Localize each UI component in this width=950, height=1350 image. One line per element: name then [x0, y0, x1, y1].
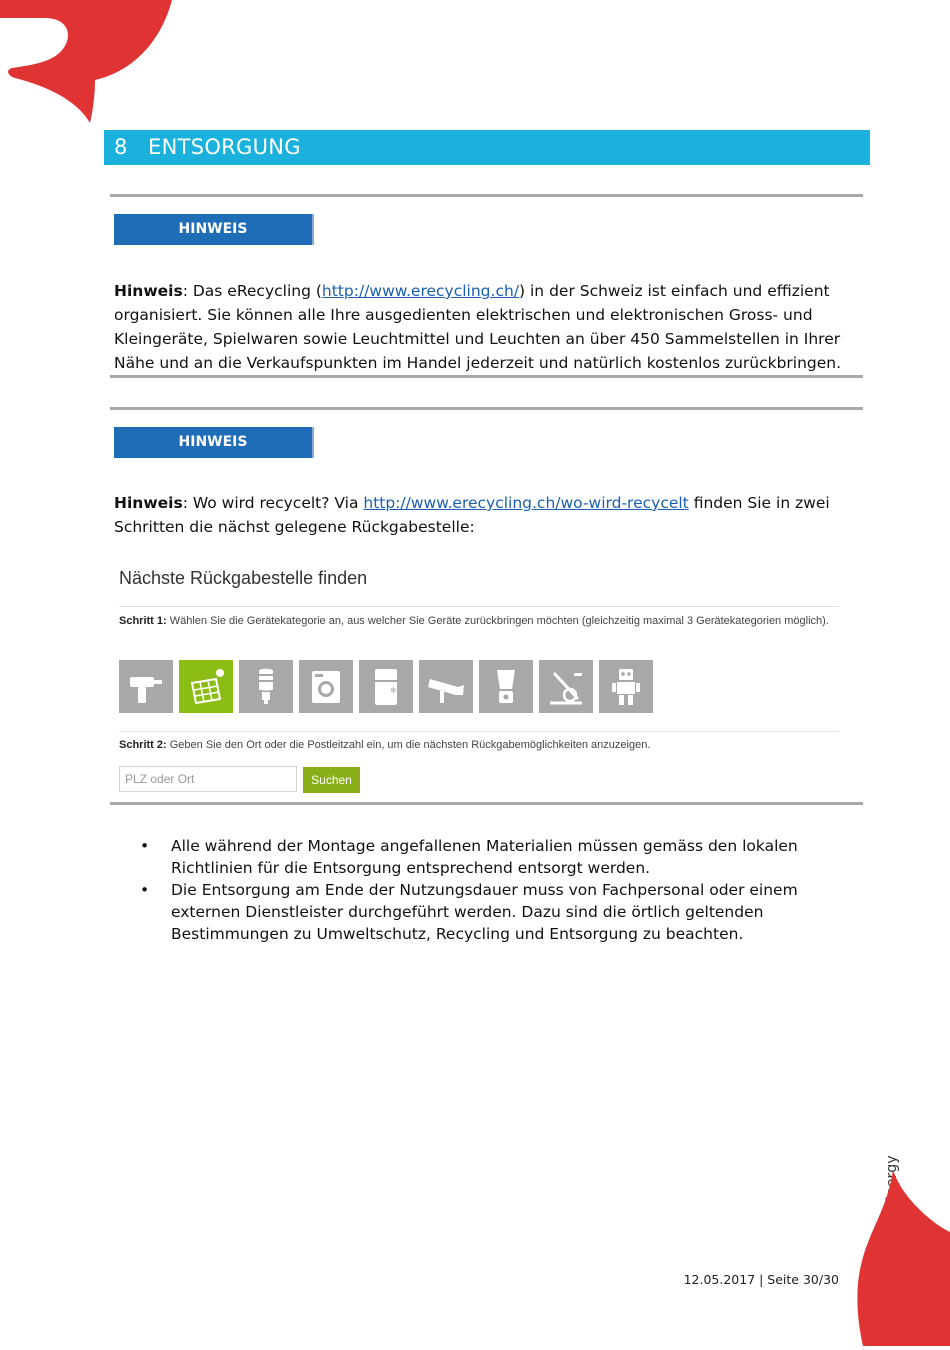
widget-title: Nächste Rückgabestelle finden	[119, 568, 368, 588]
note-label: Hinweis	[114, 494, 183, 512]
category-icons	[119, 660, 653, 713]
brand-logo-bottom	[855, 1170, 950, 1346]
solar-panel-icon	[184, 665, 228, 709]
category-washing[interactable]	[299, 660, 353, 713]
category-solar[interactable]	[179, 660, 233, 713]
widget-divider	[119, 731, 839, 732]
category-fridge[interactable]	[359, 660, 413, 713]
category-camera[interactable]	[419, 660, 473, 713]
step2-instruction: Schritt 2: Geben Sie den Ort oder die Postleitzahl ein, um die nächsten Rückgabemöglichkeiten anzuzeigen.	[119, 739, 651, 751]
note-label: Hinweis	[114, 282, 183, 300]
note-paragraph: Hinweis: Das eRecycling (http://www.erecycling.ch/) in der Schweiz ist einfach und effizient organisiert. Sie können alle Ihre ausgedienten elektrischen und elektronischen Gross- und Kleingeräte, Spielwaren sowie Leuchtmittel und Leuchten an über 450 Sammelstellen in Ihrer Nähe und an die Verkaufspunkten im Handel jederzeit und natürlich kostenlos zurückbringen.	[114, 282, 842, 372]
light-bulb-icon	[244, 665, 288, 709]
category-toys[interactable]	[599, 660, 653, 713]
step1-instruction: Schritt 1: Wählen Sie die Gerätekategorie an, aus welcher Sie Geräte zurückbringen möchten (gleichzeitig maximal 3 Gerätekategorien möglich).	[119, 615, 829, 627]
exercise-bike-icon	[544, 665, 588, 709]
section-number: 8	[114, 135, 128, 159]
hinweis-badge: HINWEIS	[114, 214, 314, 245]
disposal-bullet-list	[140, 835, 840, 945]
camera-icon	[424, 665, 468, 709]
wo-wird-recycelt-link[interactable]: http://www.erecycling.ch/wo-wird-recycelt	[363, 494, 689, 512]
widget-divider	[119, 606, 839, 607]
drill-icon	[124, 665, 168, 709]
note-paragraph: Hinweis: Wo wird recycelt? Via http://www.erecycling.ch/wo-wird-recycelt finden Sie in zwei Schritten die nächst gelegene Rückgabestelle:	[114, 494, 830, 536]
divider	[110, 802, 863, 805]
erecycling-link[interactable]: http://www.erecycling.ch/	[321, 282, 520, 300]
washing-machine-icon	[304, 665, 348, 709]
plz-input[interactable]: PLZ oder Ort	[119, 766, 297, 792]
category-kitchen[interactable]	[479, 660, 533, 713]
list-item: • Alle während der Montage angefallenen Materialien müssen gemäss den lokalen Richtlinien für die Entsorgung entsprechend entsorgt werden.	[140, 835, 840, 879]
refrigerator-icon	[364, 665, 408, 709]
category-lighting[interactable]	[239, 660, 293, 713]
divider	[110, 407, 863, 410]
svg-text:❄: ❄	[390, 685, 397, 695]
blender-icon	[484, 665, 528, 709]
list-item: • Die Entsorgung am Ende der Nutzungsdauer muss von Fachpersonal oder einem externen Dienstleister durchgeführt werden. Dazu sind die örtlich geltenden Bestimmungen zu Umweltschutz, Recycling und Entsorgung zu beachten.	[140, 879, 840, 945]
divider	[110, 194, 863, 197]
hinweis-badge: HINWEIS	[114, 427, 314, 458]
robot-toy-icon	[604, 665, 648, 709]
brand-logo-top	[0, 0, 175, 125]
category-fitness[interactable]	[539, 660, 593, 713]
section-heading	[104, 130, 870, 165]
section-title: ENTSORGUNG	[148, 135, 301, 159]
divider	[110, 375, 863, 378]
page-footer: 12.05.2017 | Seite 30/30	[683, 1272, 839, 1287]
category-drill[interactable]	[119, 660, 173, 713]
search-button[interactable]: Suchen	[303, 767, 360, 793]
